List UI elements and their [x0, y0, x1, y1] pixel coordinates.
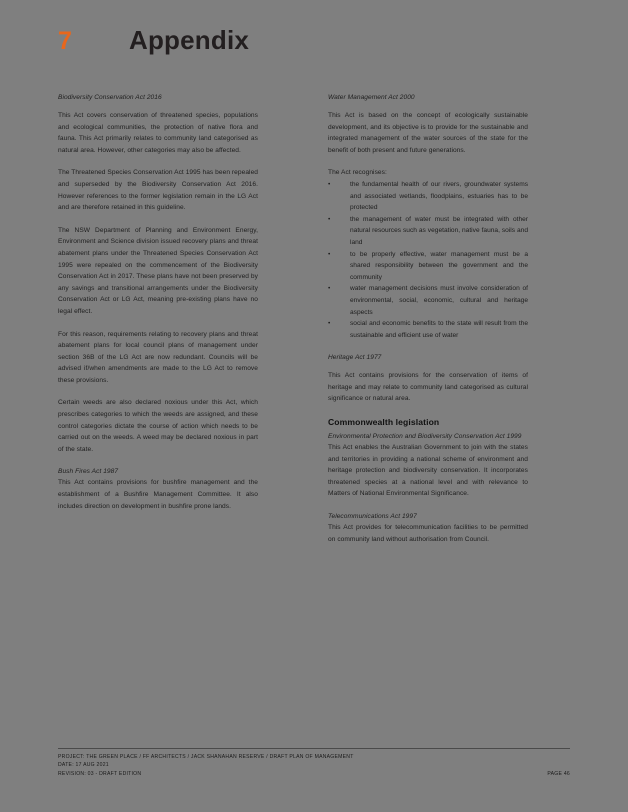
list-item [328, 214, 528, 249]
heading-epbc-act: Environmental Protection and Biodiversity Conservation Act 1999 [328, 433, 522, 441]
bullet-icon: • [328, 285, 331, 293]
footer-page-number: PAGE 46 [547, 770, 570, 777]
bullet-icon: • [328, 215, 331, 223]
list-item-text: water management decisions must involve consideration of environmental, social, economic, cultural and heritage aspects [350, 285, 528, 316]
list-item [328, 179, 528, 214]
page-footer [58, 748, 570, 778]
footer-line-project: PROJECT: THE GREEN PLACE / FF ARCHITECTS / JACK SHANAHAN RESERVE / DRAFT PLAN OF MANAGEMENT [58, 754, 354, 760]
list-item [328, 249, 528, 284]
paragraph-tsc-repealed: The Threatened Species Conservation Act 1995 has been repealed and superseded by the Biodiversity Conservation Act 2016. However references to the former legislation remain in the LG Act and are therefore retained in this guideline. [58, 169, 258, 212]
list-item [328, 318, 528, 341]
chapter-number: 7 [58, 27, 72, 55]
paragraph-wma-overview: This Act is based on the concept of ecologically sustainable development, and its objective is to provide for the sustainable and integrated management of the water sources of the state for the benefit of both present and future generations. [328, 112, 528, 154]
paragraph-noxious-weeds: Certain weeds are also declared noxious under this Act, which prescribes categories to which the weeds are assigned, and these control categories dictate the course of action which needs to be carried out on the weeds. A weed may be declared noxious in part of the state. [58, 399, 258, 453]
heading-water-management-act: Water Management Act 2000 [328, 94, 415, 101]
list-item-text: the management of water must be integrated with other natural resources such as vegetation, native fauna, soils and land [350, 215, 528, 246]
paragraph-bca-overview: This Act covers conservation of threatened species, populations and ecological communities, the protection of native flora and fauna. This Act primarily relates to community land categorised as natural area. However, other categories may also be affected. [58, 112, 258, 154]
heading-biodiversity-conservation-act: Biodiversity Conservation Act 2016 [58, 94, 162, 101]
list-item-text: social and economic benefits to the state will result from the sustainable and efficient use of water [350, 320, 528, 339]
heading-telecommunications-act: Telecommunications Act 1997 [328, 513, 417, 521]
footer-line-date: DATE: 17 AUG 2021 [58, 762, 109, 769]
paragraph-heritage: This Act contains provisions for the conservation of items of heritage and may relate to community land categorised as cultural significance or natural area. [328, 372, 528, 403]
heading-commonwealth-legislation: Commonwealth legislation [328, 417, 440, 428]
paragraph-recovery-plans: The NSW Department of Planning and Environment Energy, Environment and Science division issued recovery plans and threat abatement plans under the Threatened Species Conservation Act 1995 were repealed on the commencement of the Biodiversity Conservation Act in 2017. These plans have not been preserved by any savings and transitional arrangements under the Biodiversity Conservation Act or LG Act, meaning pre-existing plans have no legal effect. [58, 226, 258, 315]
bullet-icon: • [328, 180, 331, 188]
body-columns [58, 92, 570, 732]
list-item-text: the fundamental health of our rivers, groundwater systems and associated wetlands, floodplains, estuaries has to be protected [350, 180, 528, 212]
paragraph-redundant-requirements: For this reason, requirements relating to recovery plans and threat abatement plans for local council plans of management under section 36B of the LG Act are now redundant. Councils will be advised if/when amendments are made to the LG Act to remove these provisions. [58, 330, 258, 384]
paragraph-bush-fires: This Act contains provisions for bushfire management and the establishment of a Bushfire Management Committee. It also includes direction on development in bushfire prone lands. [58, 479, 258, 510]
chapter-title: Appendix [129, 25, 250, 55]
list-item [328, 283, 528, 318]
footer-project-info [58, 753, 354, 778]
right-column [328, 92, 528, 545]
left-column [58, 92, 258, 512]
footer-line-revision: REVISION: 03 - DRAFT EDITION [58, 770, 142, 777]
paragraph-act-recognises-lead: The Act recognises: [328, 169, 387, 177]
page-title [58, 25, 249, 56]
list-item-text: to be properly effective, water management must be a shared responsibility between the government and the community [350, 250, 528, 281]
heading-heritage-act: Heritage Act 1977 [328, 354, 382, 362]
bullet-icon: • [328, 250, 331, 258]
heading-bush-fires-act: Bush Fires Act 1987 [58, 468, 119, 476]
list-act-recognises [328, 179, 528, 341]
paragraph-epbc: This Act enables the Australian Government to join with the states and territories in providing a national scheme of environment and heritage protection and biodiversity conservation. It incorporates threatened species at a national level and with relevance to Matters of National Environmental Significance. [328, 444, 528, 498]
bullet-icon: • [328, 320, 331, 328]
paragraph-telecommunications: This Act provides for telecommunication facilities to be permitted on community land without authorisation from Council. [328, 524, 528, 543]
